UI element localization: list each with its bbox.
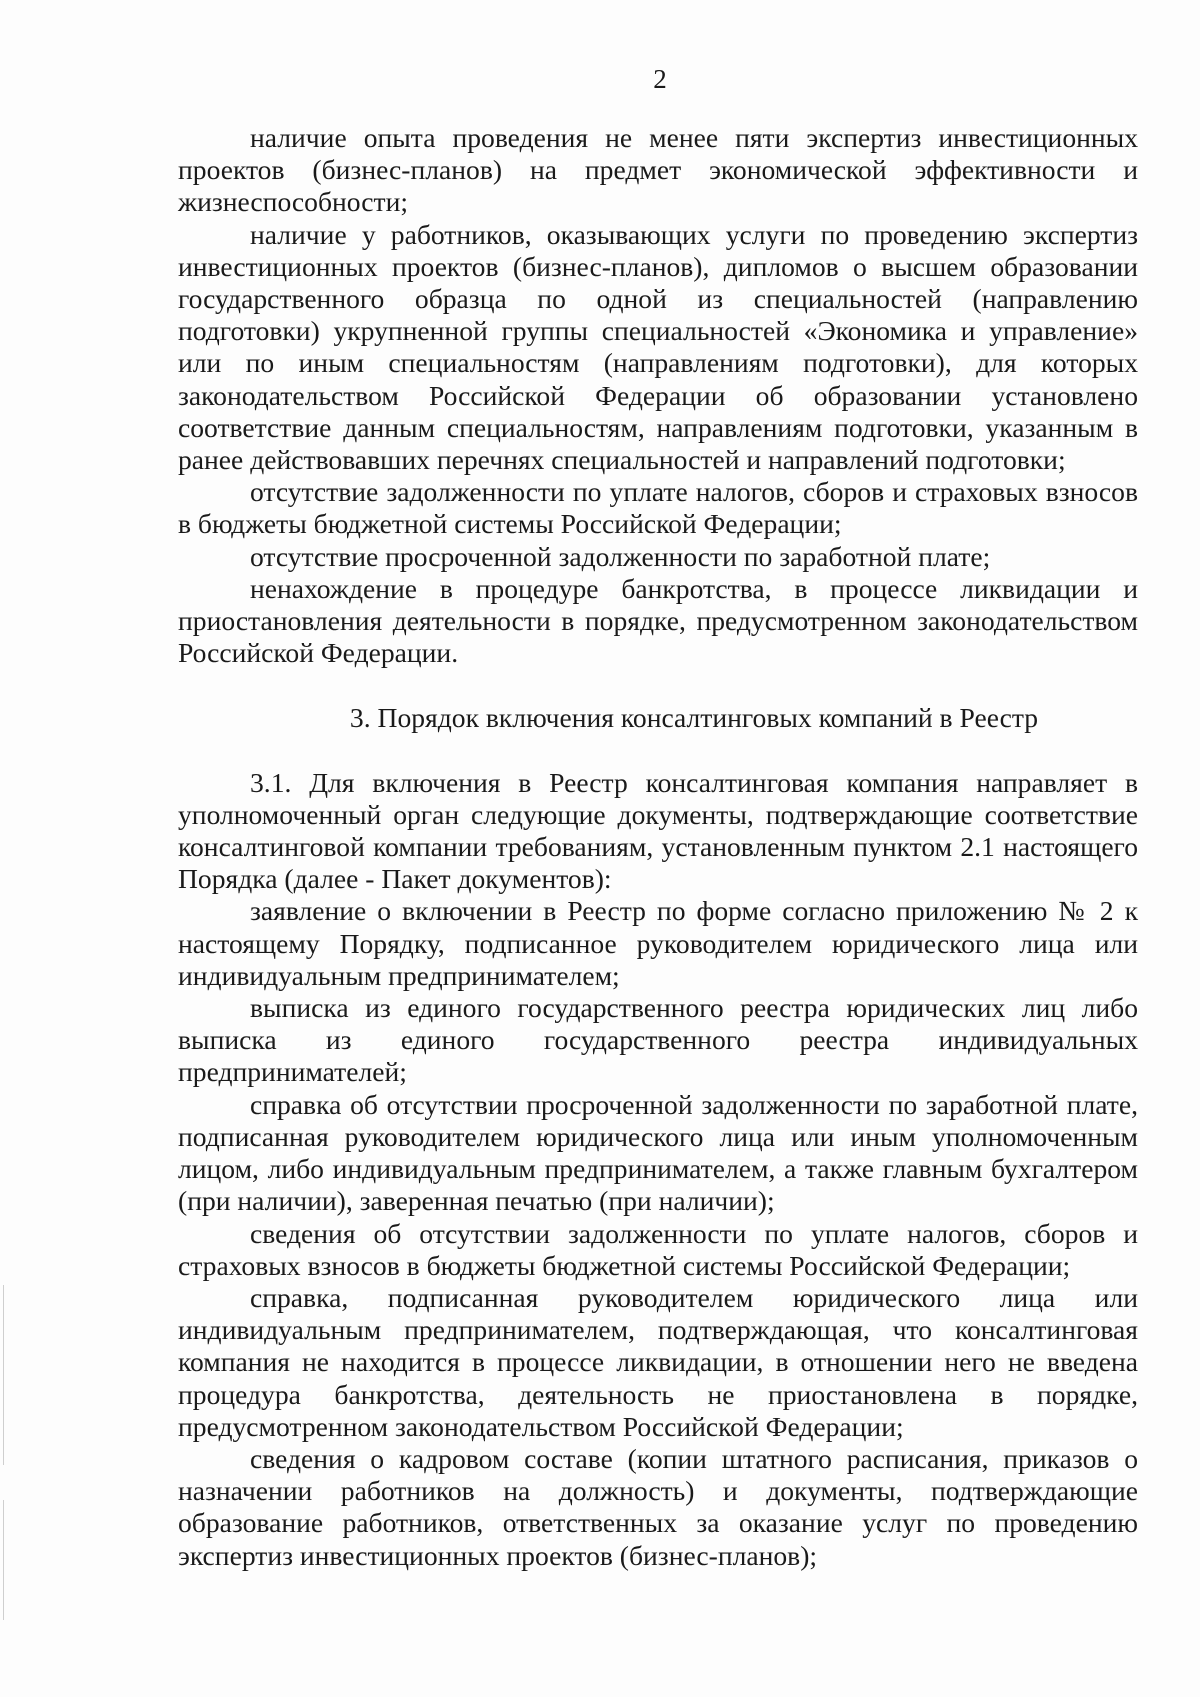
paragraph-liquidation-certificate: справка, подписанная руководителем юридического лица или индивидуальным предпринимателем, подтверждающая, что консалтинговая компания не находится в процессе ликвидации, в отношении него не введена процедура банкротства, деятельность не приостановлена в порядке, предусмотренном законодательством Российской Федерации; — [178, 1281, 1138, 1442]
paragraph-no-wage-arrears-requirement: отсутствие просроченной задолженности по заработной плате; — [250, 540, 991, 572]
paragraph-3-1-intro: 3.1. Для включения в Реестр консалтинговая компания направляет в уполномоченный орган следующие документы, подтверждающие соответствие консалтинговой компании требованиям, установленным пунктом 2.1 настоящего Порядка (далее - Пакет документов): — [178, 766, 1138, 895]
paragraph-staff-info: сведения о кадровом составе (копии штатного расписания, приказов о назначении работников на должность) и документы, подтверждающие образование работников, ответственных за оказание услуг по проведению экспертиз инвестиционных проектов (бизнес-планов); — [178, 1442, 1138, 1571]
document-body — [178, 122, 1138, 1572]
paragraph-experience-requirement: наличие опыта проведения не менее пяти экспертиз инвестиционных проектов (бизнес-планов) на предмет экономической эффективности и жизнеспособности; — [178, 122, 1138, 218]
paragraph-no-bankruptcy-requirement: ненахождение в процедуре банкротства, в процессе ликвидации и приостановления деятельности в порядке, предусмотренном законодательством Российской Федерации. — [178, 572, 1138, 669]
paragraph-no-tax-debt-requirement: отсутствие задолженности по уплате налогов, сборов и страховых взносов в бюджеты бюджетной системы Российской Федерации; — [178, 476, 1138, 540]
paragraph-registry-extract: выписка из единого государственного реестра юридических лиц либо выписка из единого государственного реестра индивидуальных предпринимателей; — [178, 992, 1138, 1088]
scan-edge-mark — [3, 1285, 4, 1465]
paragraph-wage-arrears-certificate: справка об отсутствии просроченной задолженности по заработной плате, подписанная руководителем юридического лица или иным уполномоченным лицом, либо индивидуальным предпринимателем, а также главным бухгалтером (при наличии), заверенная печатью (при наличии); — [178, 1088, 1138, 1217]
section-title: 3. Порядок включения консалтинговых компаний в Реестр — [349, 702, 1039, 734]
scan-edge-mark — [3, 1500, 4, 1620]
paragraph-tax-debt-info: сведения об отсутствии задолженности по уплате налогов, сборов и страховых взносов в бюджеты бюджетной системы Российской Федерации; — [178, 1217, 1138, 1281]
paragraph-staff-education-requirement: наличие у работников, оказывающих услуги по проведению экспертиз инвестиционных проектов (бизнес-планов), дипломов о высшем образовании государственного образца по одной из специальностей (направлению подготовки) укрупненной группы специальностей «Экономика и управление» или по иным специальностям (направлениям подготовки), для которых законодательством Российской Федерации об образовании установлено соответствие данным специальностям, направлениям подготовки, указанным в ранее действовавших перечнях специальностей и направлений подготовки; — [178, 218, 1138, 476]
paragraph-application-form: заявление о включении в Реестр по форме согласно приложению № 2 к настоящему Порядку, подписанное руководителем юридического лица или индивидуальным предпринимателем; — [178, 895, 1138, 991]
page-number: 2 — [653, 64, 667, 94]
